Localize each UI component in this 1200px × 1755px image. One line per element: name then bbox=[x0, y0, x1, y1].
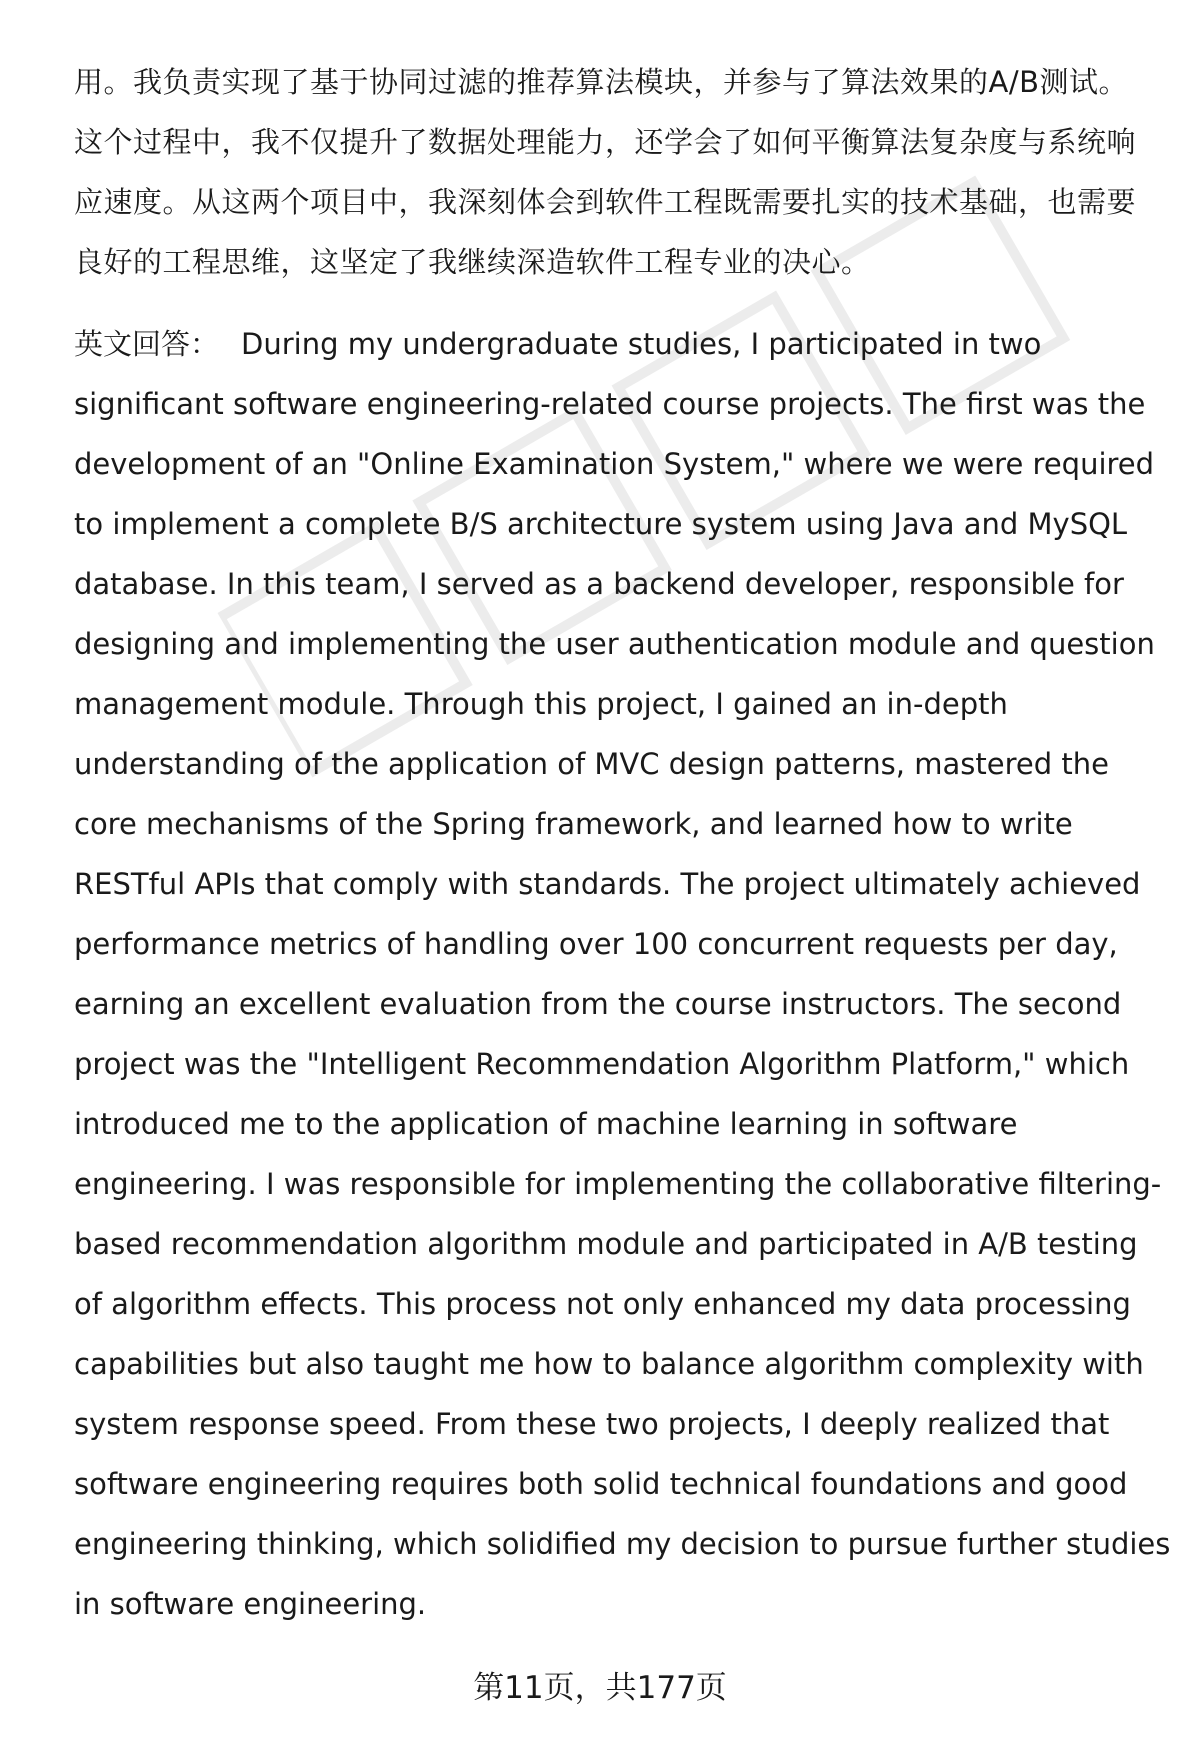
text-line: engineering. I was responsible for implementing the collaborative filtering- bbox=[74, 1167, 1162, 1201]
text-line: understanding of the application of MVC design patterns, mastered the bbox=[74, 747, 1109, 781]
text-line: significant software engineering-related course projects. The first was the bbox=[74, 387, 1146, 421]
text-line: project was the "Intelligent Recommendation Algorithm Platform," which bbox=[74, 1047, 1130, 1081]
text-line: in software engineering. bbox=[74, 1587, 427, 1621]
text-line: database. In this team, I served as a backend developer, responsible for bbox=[74, 567, 1124, 601]
text-line: earning an excellent evaluation from the course instructors. The second bbox=[74, 987, 1122, 1021]
text-line-content: During my undergraduate studies, I participated in two bbox=[241, 327, 1042, 361]
page-number-footer: 第11页，共177页 bbox=[473, 1670, 727, 1706]
text-line: engineering thinking, which solidified my decision to pursue further studies bbox=[74, 1527, 1171, 1561]
text-line: software engineering requires both solid technical foundations and good bbox=[74, 1467, 1128, 1501]
text-line: core mechanisms of the Spring framework, and learned how to write bbox=[74, 807, 1073, 841]
english-answer-paragraph bbox=[74, 314, 1171, 1634]
text-line: 这个过程中，我不仅提升了数据处理能力，还学会了如何平衡算法复杂度与系统响 bbox=[74, 125, 1137, 159]
text-line: management module. Through this project, I gained an in-depth bbox=[74, 687, 1008, 721]
document-page bbox=[74, 52, 1171, 1634]
text-line: 用。我负责实现了基于协同过滤的推荐算法模块，并参与了算法效果的A/B测试。 bbox=[74, 65, 1129, 99]
text-line: development of an "Online Examination System," where we were required bbox=[74, 447, 1155, 481]
text-line: capabilities but also taught me how to balance algorithm complexity with bbox=[74, 1347, 1144, 1381]
text-line: to implement a complete B/S architecture system using Java and MySQL bbox=[74, 507, 1128, 541]
text-line: 良好的工程思维，这坚定了我继续深造软件工程专业的决心。 bbox=[74, 245, 871, 279]
text-line: 应速度。从这两个项目中，我深刻体会到软件工程既需要扎实的技术基础，也需要 bbox=[74, 185, 1137, 219]
text-line: performance metrics of handling over 100 concurrent requests per day, bbox=[74, 927, 1118, 961]
text-line: of algorithm effects. This process not only enhanced my data processing bbox=[74, 1287, 1131, 1321]
english-answer-label: 英文回答： bbox=[74, 327, 220, 361]
chinese-answer-paragraph bbox=[74, 52, 1154, 292]
text-line: introduced me to the application of machine learning in software bbox=[74, 1107, 1018, 1141]
text-line: based recommendation algorithm module and participated in A/B testing bbox=[74, 1227, 1138, 1261]
text-line: designing and implementing the user authentication module and question bbox=[74, 627, 1155, 661]
text-line: RESTful APIs that comply with standards. The project ultimately achieved bbox=[74, 867, 1141, 901]
text-line: system response speed. From these two projects, I deeply realized that bbox=[74, 1407, 1110, 1441]
text-line bbox=[74, 314, 1154, 374]
